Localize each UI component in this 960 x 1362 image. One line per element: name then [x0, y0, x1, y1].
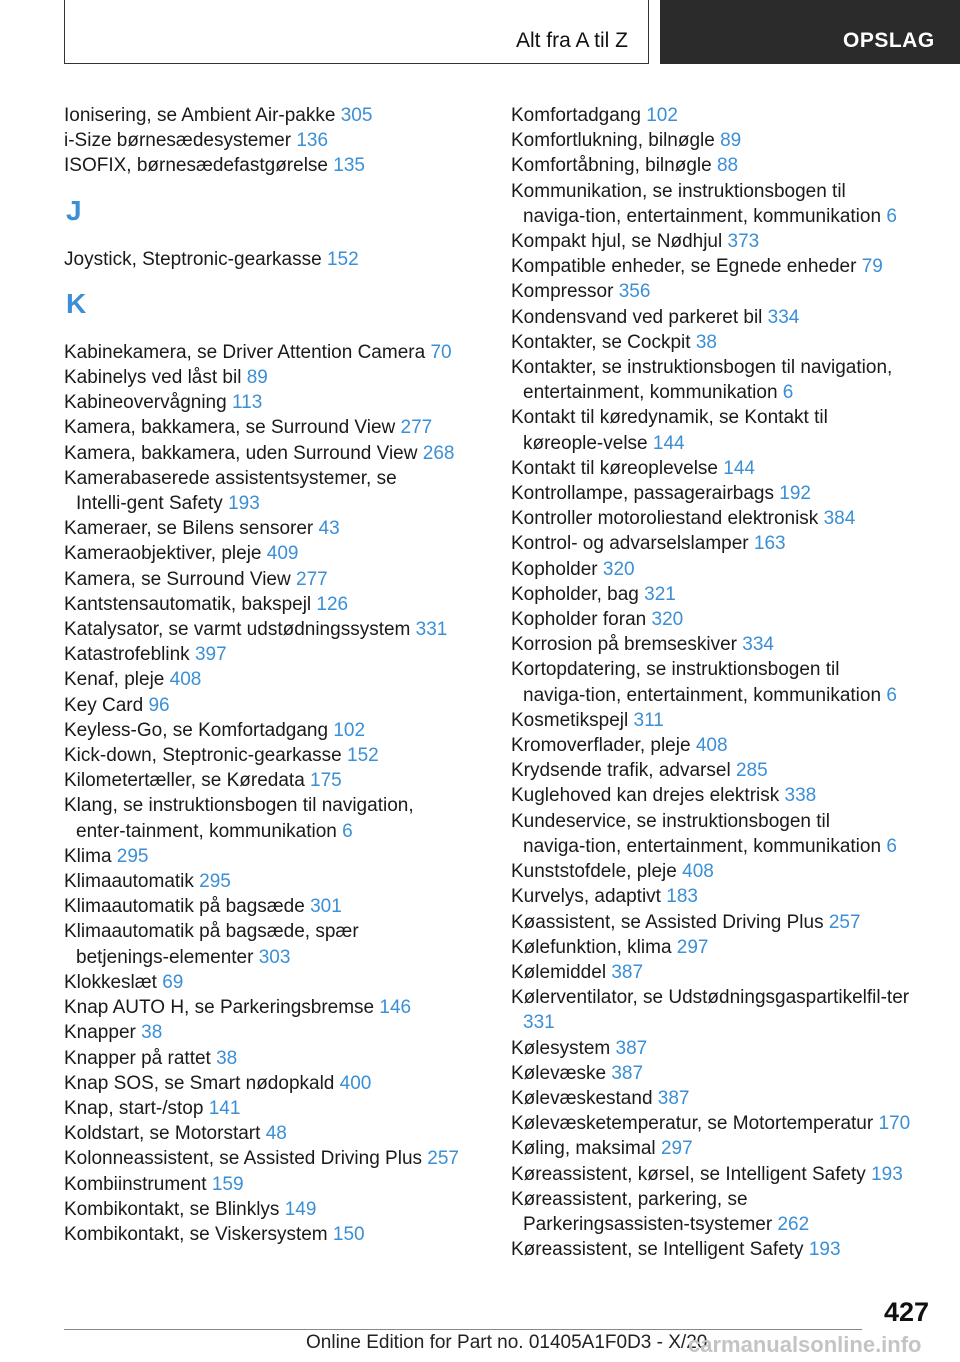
index-entry: [511, 103, 931, 128]
index-entry-text: ISOFIX, børnesædefastgørelse: [64, 155, 328, 177]
page-reference-link[interactable]: 373: [727, 231, 760, 253]
index-entry: [511, 557, 931, 582]
index-entry: [64, 128, 474, 153]
page-reference-link[interactable]: 257: [427, 1148, 459, 1170]
page-reference-link[interactable]: 331: [415, 619, 448, 641]
page-reference-link[interactable]: 297: [676, 936, 709, 958]
header-section-title: Alt fra A til Z: [515, 29, 628, 52]
index-entry: [64, 1121, 474, 1146]
index-entry-text: Kølefunktion, klima: [511, 936, 672, 958]
index-entry-text: Kortopdatering, se instruktionsbogen til naviga‑tion, entertainment, kommunikation: [511, 659, 882, 706]
page-reference-link[interactable]: 6: [886, 205, 897, 227]
index-entry-text: Kølevæskestand: [511, 1087, 653, 1109]
index-entry: [511, 531, 931, 556]
page-reference-link[interactable]: 277: [296, 568, 328, 590]
header-section-box: [64, 0, 649, 64]
index-entry: [64, 365, 474, 390]
index-entry-text: Kamera, bakkamera, se Surround View: [64, 417, 396, 439]
index-entry-text: Klang, se instruktionsbogen til navigation, enter‑tainment, kommunikation: [64, 795, 414, 842]
page-reference-link[interactable]: 70: [430, 341, 452, 363]
index-entry-text: Kabinelys ved låst bil: [64, 367, 242, 389]
index-entry: [64, 793, 474, 843]
index-entry-text: Køling, maksimal: [511, 1138, 656, 1160]
index-entry-text: Kopholder, bag: [511, 583, 639, 605]
footer-divider: [64, 1329, 862, 1330]
index-entry: [511, 229, 931, 254]
index-entry-text: Kenaf, pleje: [64, 669, 165, 691]
index-entry-text: Kopholder foran: [511, 609, 647, 631]
page-reference-link[interactable]: 152: [326, 248, 359, 270]
page-reference-link[interactable]: 89: [720, 130, 742, 152]
index-entry-text: Kameraobjektiver, pleje: [64, 543, 262, 565]
page-reference-link[interactable]: 89: [246, 367, 268, 389]
index-column-right: [511, 103, 931, 1262]
index-entry: [511, 1136, 931, 1161]
index-entry: [64, 1197, 474, 1222]
page-reference-link[interactable]: 268: [422, 442, 455, 464]
page-reference-link[interactable]: 43: [318, 518, 340, 540]
index-entry: [511, 1061, 931, 1086]
page-reference-link[interactable]: 152: [347, 745, 379, 767]
index-entry-text: Kamerabaserede assistentsystemer, se Intelli‑gent Safety: [64, 467, 397, 515]
page-reference-link[interactable]: 38: [695, 331, 717, 353]
index-entry: [511, 456, 931, 481]
index-entry: [511, 607, 931, 632]
index-entry-text: i-Size børnesædesystemer: [64, 130, 292, 152]
header-tab-label: OPSLAG: [843, 29, 935, 52]
page-reference-link[interactable]: 38: [216, 1047, 238, 1069]
index-entry-text: Kick-down, Steptronic-gearkasse: [64, 745, 342, 767]
index-entry-text: Knap, start-/stop: [64, 1097, 204, 1119]
index-entry-text: Kunststofdele, pleje: [511, 861, 677, 883]
index-entry: [64, 1172, 474, 1197]
page-reference-link[interactable]: 193: [228, 493, 260, 515]
page-reference-link[interactable]: 79: [861, 256, 883, 278]
page-reference-link[interactable]: 408: [169, 669, 202, 691]
page-reference-link[interactable]: 297: [660, 1138, 693, 1160]
index-entry-text: Kølesystem: [511, 1037, 611, 1059]
index-entry: [511, 733, 931, 758]
index-entry: [511, 254, 931, 279]
page-reference-link[interactable]: 102: [646, 105, 678, 126]
index-entry-text: Knapper på rattet: [64, 1047, 211, 1069]
index-entry-text: Klimaautomatik: [64, 871, 194, 893]
index-entry: [511, 1086, 931, 1111]
index-entry-text: Kølevæske: [511, 1062, 607, 1084]
page-reference-link[interactable]: 144: [652, 432, 685, 454]
index-entry: [511, 355, 931, 405]
index-entry: [511, 279, 931, 304]
index-entry: [511, 506, 931, 531]
index-entry-text: Ionisering, se Ambient Air-pakke: [64, 105, 336, 126]
index-entry: [64, 1046, 474, 1071]
index-entry-text: Kromoverflader, pleje: [511, 735, 691, 757]
index-entry-text: Katalysator, se varmt udstødningssystem: [64, 619, 411, 641]
page-reference-link[interactable]: 277: [400, 417, 433, 439]
index-entry: [511, 582, 931, 607]
page-reference-link[interactable]: 88: [716, 155, 739, 177]
page-reference-link[interactable]: 113: [231, 392, 263, 414]
index-entry-text: Kompatible enheder, se Egnede enheder: [511, 256, 857, 278]
page-reference-link[interactable]: 311: [633, 709, 664, 731]
index-entry-text: Køreassistent, se Intelligent Safety: [511, 1239, 804, 1261]
page-reference-link[interactable]: 6: [886, 835, 897, 857]
page-reference-link[interactable]: 397: [194, 644, 227, 666]
page-reference-link[interactable]: 334: [767, 306, 800, 328]
page-reference-link[interactable]: 135: [333, 155, 365, 177]
page-reference-link[interactable]: 303: [258, 946, 291, 968]
index-entry-text: Kontroller motoroliestand elektronisk: [511, 508, 819, 530]
index-entry: [511, 1036, 931, 1061]
index-entry: [511, 884, 931, 909]
index-entry: [64, 919, 474, 969]
index-entry: [64, 541, 474, 566]
page-reference-link[interactable]: 69: [162, 971, 184, 993]
page-reference-link[interactable]: 6: [886, 684, 897, 706]
page-reference-link[interactable]: 295: [116, 845, 149, 867]
index-entry-text: Kolonneassistent, se Assisted Driving Plus: [64, 1148, 423, 1170]
index-entry: [511, 330, 931, 355]
index-entry: [64, 995, 474, 1020]
index-column-left: [64, 103, 474, 1247]
index-entry: [64, 441, 474, 466]
index-entry-text: Kosmetikspejl: [511, 709, 629, 731]
index-entry: [64, 466, 474, 516]
page-reference-link[interactable]: 408: [682, 861, 714, 883]
index-letter-heading: K: [66, 287, 87, 319]
page-reference-link[interactable]: 320: [651, 609, 684, 631]
index-entry-text: Katastrofeblink: [64, 644, 190, 666]
index-entry-text: Kølemiddel: [511, 961, 607, 983]
index-entry-text: Kombikontakt, se Blinklys: [64, 1198, 280, 1220]
index-entry: [64, 390, 474, 415]
index-entry-text: Key Card: [64, 694, 144, 716]
index-entry: [511, 935, 931, 960]
page-reference-link[interactable]: 175: [310, 770, 342, 792]
page-reference-link[interactable]: 338: [784, 785, 817, 807]
index-entry-text: Klima: [64, 845, 112, 867]
index-entry-text: Kurvelys, adaptivt: [511, 886, 661, 908]
page-reference-link[interactable]: 136: [296, 130, 329, 152]
index-entry: [511, 305, 931, 330]
index-entry: [64, 718, 474, 743]
index-entry-text: Kontrol- og advarselslamper: [511, 533, 749, 555]
page-reference-link[interactable]: 305: [340, 105, 373, 126]
index-entry-text: Kontakter, se instruktionsbogen til navigation, entertainment, kommunikation: [511, 357, 893, 404]
page-reference-link[interactable]: 331: [523, 1012, 555, 1034]
index-entry: [511, 985, 931, 1035]
index-entry: [511, 1111, 931, 1136]
page-reference-link[interactable]: 409: [266, 543, 299, 565]
index-entry-text: Klimaautomatik på bagsæde: [64, 896, 305, 918]
page-reference-link[interactable]: 301: [310, 896, 342, 918]
page-reference-link[interactable]: 387: [615, 1037, 648, 1059]
page-reference-link[interactable]: 320: [602, 558, 635, 580]
index-entry: [511, 1162, 931, 1187]
index-entry: [64, 970, 474, 995]
index-entry-text: Køassistent, se Assisted Driving Plus: [511, 911, 824, 933]
index-entry: [64, 869, 474, 894]
page-number: 427: [884, 1297, 930, 1327]
index-entry: [64, 1020, 474, 1045]
page-reference-link[interactable]: 262: [777, 1213, 810, 1235]
index-entry-text: Knap AUTO H, se Parkeringsbremse: [64, 997, 375, 1019]
index-entry-text: Komfortadgang: [511, 105, 641, 126]
index-entry-text: Kontakt til køreoplevelse: [511, 457, 718, 479]
index-entry: [511, 960, 931, 985]
index-entry-text: Klokkeslæt: [64, 971, 157, 993]
page-reference-link[interactable]: 170: [878, 1113, 911, 1135]
index-entry-text: Kopholder: [511, 558, 598, 580]
index-entry: [511, 179, 931, 229]
index-entry: [511, 405, 931, 455]
index-entry: [64, 153, 474, 178]
index-entry-text: Kølerventilator, se Udstødningsgaspartikelfil‑ter: [511, 987, 910, 1009]
index-entry: [64, 592, 474, 617]
page-reference-link[interactable]: 387: [611, 1062, 644, 1084]
index-entry: [511, 153, 931, 178]
page-reference-link[interactable]: 150: [332, 1223, 365, 1245]
index-entry: [64, 1222, 474, 1247]
watermark: carmanualsonline.info: [688, 1332, 922, 1357]
index-entry: [64, 768, 474, 793]
index-entry: [64, 617, 474, 642]
index-entry-text: Kontrollampe, passagerairbags: [511, 483, 774, 505]
page-reference-link[interactable]: 387: [611, 961, 644, 983]
page-reference-link[interactable]: 6: [782, 382, 794, 404]
index-letter-heading: J: [66, 194, 82, 226]
index-entry-text: Kombikontakt, se Viskersystem: [64, 1223, 328, 1245]
index-entry-text: Kundeservice, se instruktionsbogen til naviga‑tion, entertainment, kommunikation: [511, 810, 882, 857]
index-entry-text: Kilometertæller, se Køredata: [64, 770, 305, 792]
page-reference-link[interactable]: 149: [284, 1198, 317, 1220]
index-entry: [64, 1146, 474, 1171]
index-entry: [511, 708, 931, 733]
index-entry: [64, 103, 474, 128]
page-reference-link[interactable]: 408: [695, 735, 728, 757]
index-entry-text: Køreassistent, kørsel, se Intelligent Safety: [511, 1163, 866, 1185]
index-entry-text: Klimaautomatik på bagsæde, spær betjenings‑elementer: [64, 921, 359, 968]
index-entry-text: Køreassistent, parkering, se Parkeringsassisten‑tsystemer: [511, 1188, 773, 1235]
page-reference-link[interactable]: 38: [141, 1022, 163, 1044]
page-reference-link[interactable]: 146: [379, 997, 412, 1019]
index-entry: [64, 567, 474, 592]
index-entry: [64, 844, 474, 869]
index-entry-text: Kontakt til køredynamik, se Kontakt til køreople‑velse: [511, 407, 828, 454]
index-entry-text: Komfortåbning, bilnøgle: [511, 155, 712, 177]
index-entry: [511, 481, 931, 506]
page-reference-link[interactable]: 159: [211, 1173, 244, 1195]
page-reference-link[interactable]: 6: [342, 820, 353, 842]
index-entry-text: Korrosion på bremseskiver: [511, 634, 737, 656]
index-entry-text: Kondensvand ved parkeret bil: [511, 306, 763, 328]
page-reference-link[interactable]: 334: [742, 634, 774, 656]
page-reference-link[interactable]: 192: [779, 483, 811, 505]
page-reference-link[interactable]: 321: [644, 583, 676, 605]
index-entry-text: Knapper: [64, 1022, 136, 1044]
index-entry-text: Keyless-Go, se Komfortadgang: [64, 719, 329, 741]
index-entry: [511, 758, 931, 783]
index-entry: [511, 128, 931, 153]
index-entry-text: Komfortlukning, bilnøgle: [511, 130, 715, 152]
index-entry: [64, 667, 474, 692]
page-reference-link[interactable]: 295: [199, 871, 231, 893]
index-entry-text: Kabineovervågning: [64, 392, 227, 414]
page-reference-link[interactable]: 285: [735, 760, 768, 782]
page-reference-link[interactable]: 356: [618, 281, 651, 303]
page-reference-link[interactable]: 141: [208, 1097, 241, 1119]
index-entry: [511, 1187, 931, 1237]
page-reference-link[interactable]: 183: [666, 886, 698, 908]
index-entry: [511, 809, 931, 859]
page-reference-link[interactable]: 96: [148, 694, 170, 716]
index-entry-text: Kontakter, se Cockpit: [511, 331, 691, 353]
index-entry-text: Kølevæsketemperatur, se Motortemperatur: [511, 1113, 874, 1135]
index-entry-text: Kombiinstrument: [64, 1173, 207, 1195]
index-entry-text: Krydsende trafik, advarsel: [511, 760, 731, 782]
index-entry: [64, 247, 474, 272]
index-entry: [64, 642, 474, 667]
index-entry-text: Joystick, Steptronic-gearkasse: [64, 248, 322, 270]
index-entry-text: Kameraer, se Bilens sensorer: [64, 518, 314, 540]
page-reference-link[interactable]: 126: [316, 593, 349, 615]
index-entry-text: Knap SOS, se Smart nødopkald: [64, 1072, 335, 1094]
index-entry: [511, 632, 931, 657]
page-reference-link[interactable]: 163: [753, 533, 786, 555]
page-reference-link[interactable]: 257: [828, 911, 861, 933]
page-reference-link[interactable]: 193: [871, 1163, 903, 1185]
page-reference-link[interactable]: 384: [823, 508, 856, 530]
page-reference-link[interactable]: 48: [265, 1123, 287, 1145]
index-entry: [64, 743, 474, 768]
index-entry: [64, 415, 474, 440]
page-reference-link[interactable]: 144: [723, 457, 755, 479]
index-entry: [511, 1237, 931, 1262]
index-entry-text: Kompakt hjul, se Nødhjul: [511, 231, 723, 253]
index-entry-text: Kamera, se Surround View: [64, 568, 291, 590]
index-entry: [64, 693, 474, 718]
header-tab-box: [660, 0, 960, 64]
index-entry: [64, 894, 474, 919]
footer-edition: Online Edition for Part no. 01405A1F0D3 - X/20: [306, 1332, 708, 1353]
index-entry-text: Kabinekamera, se Driver Attention Camera: [64, 341, 426, 363]
index-entry-text: Kuglehoved kan drejes elektrisk: [511, 785, 780, 807]
index-entry-text: Kamera, bakkamera, uden Surround View: [64, 442, 418, 464]
index-entry: [511, 910, 931, 935]
index-entry: [511, 657, 931, 707]
page-reference-link[interactable]: 387: [657, 1087, 690, 1109]
index-entry-text: Kommunikation, se instruktionsbogen til naviga‑tion, entertainment, kommunikation: [511, 180, 882, 227]
page-reference-link[interactable]: 102: [333, 719, 366, 741]
index-entry: [64, 516, 474, 541]
index-entry: [511, 859, 931, 884]
index-entry-text: Kantstensautomatik, bakspejl: [64, 593, 312, 615]
index-entry-text: Koldstart, se Motorstart: [64, 1123, 261, 1145]
page-reference-link[interactable]: 400: [339, 1072, 372, 1094]
index-entry: [511, 783, 931, 808]
index-entry: [64, 1096, 474, 1121]
page-reference-link[interactable]: 193: [808, 1239, 841, 1261]
index-entry: [64, 1071, 474, 1096]
index-entry-text: Kompressor: [511, 281, 614, 303]
index-entry: [64, 340, 474, 365]
